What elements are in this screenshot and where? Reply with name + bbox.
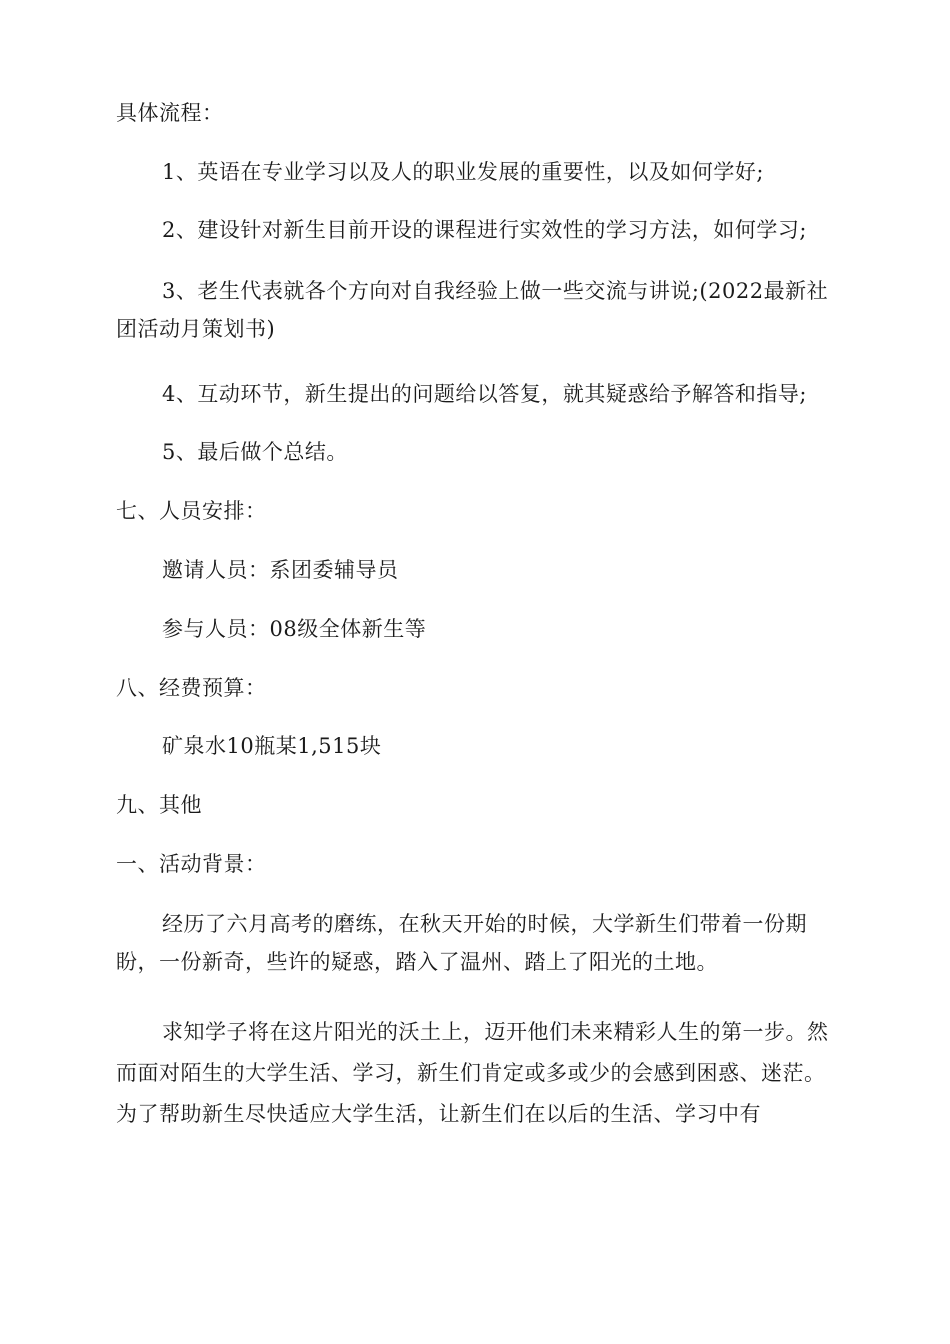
participants-line: 参与人员：08级全体新生等	[162, 617, 427, 641]
step-item: 4、互动环节，新生提出的问题给以答复，就其疑惑给予解答和指导;	[162, 382, 807, 406]
other-heading: 九、其他	[116, 793, 202, 817]
step-item: 1、英语在专业学习以及人的职业发展的重要性，以及如何学好;	[162, 160, 764, 184]
budget-heading: 八、经费预算：	[116, 676, 267, 700]
process-heading: 具体流程：	[116, 101, 224, 125]
step-item: 3、老生代表就各个方向对自我经验上做一些交流与讲说;(2022最新社团活动月策划书)	[116, 279, 829, 341]
invited-line: 邀请人员：系团委辅导员	[162, 558, 399, 582]
budget-item: 矿泉水10瓶某1,515块	[162, 734, 382, 758]
background-paragraph: 经历了六月高考的磨练，在秋天开始的时候，大学新生们带着一份期盼，一份新奇，些许的疑惑，踏入了温州、踏上了阳光的土地。	[116, 912, 807, 974]
background-heading: 一、活动背景：	[116, 852, 267, 876]
staff-heading: 七、人员安排：	[116, 499, 267, 523]
background-paragraph: 求知学子将在这片阳光的沃土上，迈开他们未来精彩人生的第一步。然而面对陌生的大学生活、学习，新生们肯定或多或少的会感到困惑、迷茫。为了帮助新生尽快适应大学生活，让新生们在以后的生活、学习中有	[116, 1020, 829, 1126]
step-item: 5、最后做个总结。	[162, 440, 348, 464]
step-item: 2、建设针对新生目前开设的课程进行实效性的学习方法，如何学习;	[162, 218, 807, 242]
